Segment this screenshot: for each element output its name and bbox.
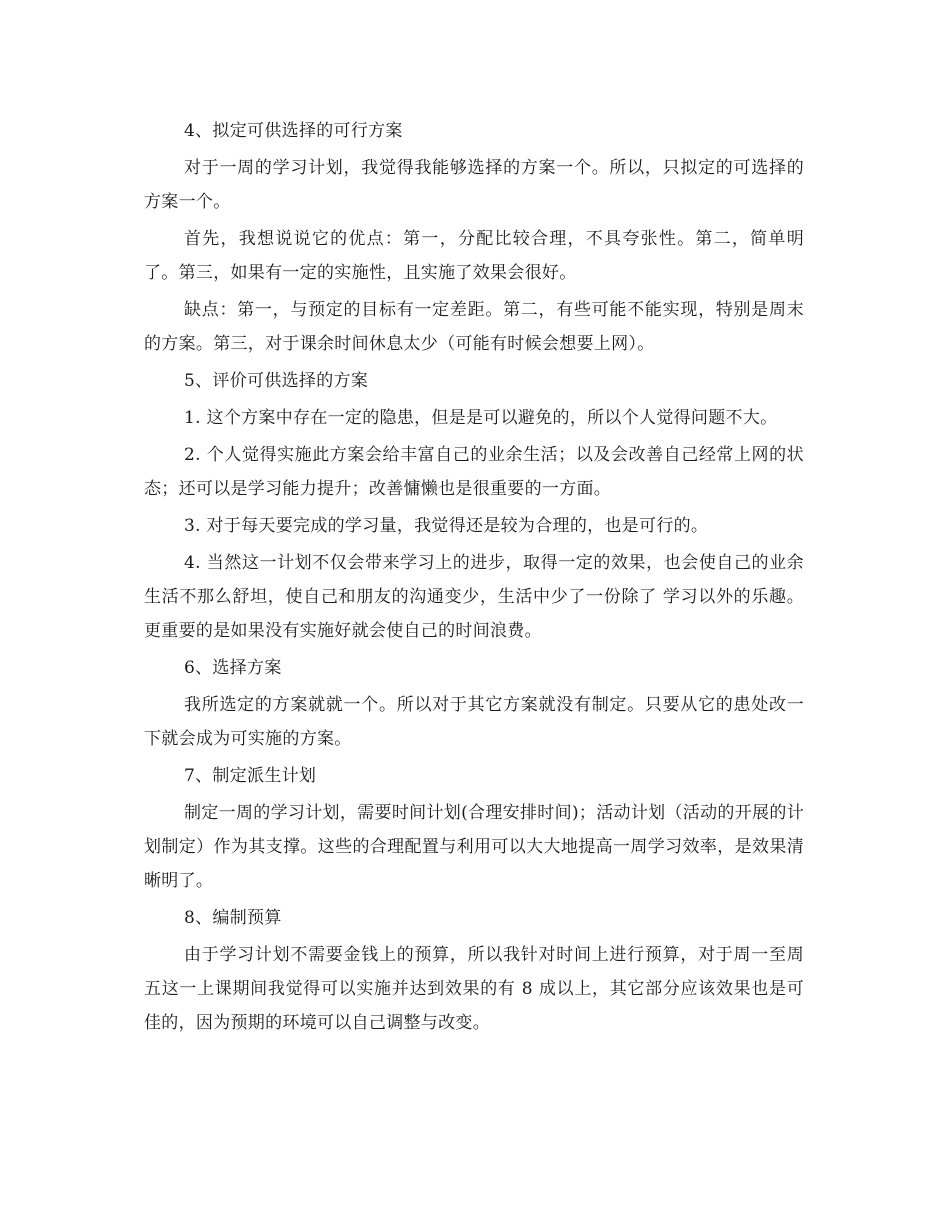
list-item: 1. 这个方案中存在一定的隐患，但是是可以避免的，所以个人觉得问题不大。	[184, 408, 778, 428]
section-heading-7: 7、制定派生计划	[184, 766, 317, 786]
paragraph: 首先，我想说说它的优点：第一，分配比较合理，不具夸张性。第二，简单明了。第三，如果有一定的实施性，且实施了效果会很好。	[144, 229, 804, 283]
paragraph: 缺点：第一，与预定的目标有一定差距。第二，有些可能不能实现，特别是周末的方案。第三，对于课余时间休息太少（可能有时候会想要上网）。	[144, 300, 804, 354]
paragraph: 对于一周的学习计划，我觉得我能够选择的方案一个。所以，只拟定的可选择的方案一个。	[144, 158, 804, 212]
paragraph: 由于学习计划不需要金钱上的预算，所以我针对时间上进行预算，对于周一至周五这一上课期间我觉得可以实施并达到效果的有 8 成以上，其它部分应该效果也是可佳的，因为预期的环境可以自己调整与改变。	[144, 945, 804, 1033]
section-heading-6: 6、选择方案	[184, 658, 282, 678]
list-item: 4. 当然这一计划不仅会带来学习上的进步，取得一定的效果，也会使自己的业余生活不那么舒坦，使自己和朋友的沟通变少，生活中少了一份除了 学习以外的乐趣。更重要的是如果没有实施好就会使自己的时间浪费。	[144, 553, 804, 641]
paragraph: 我所选定的方案就就一个。所以对于其它方案就没有制定。只要从它的患处改一下就会成为可实施的方案。	[144, 695, 804, 749]
list-item: 2. 个人觉得实施此方案会给丰富自己的业余生活；以及会改善自己经常上网的状态；还可以是学习能力提升；改善慵懒也是很重要的一方面。	[144, 445, 804, 499]
list-item: 3. 对于每天要完成的学习量，我觉得还是较为合理的，也是可行的。	[184, 516, 709, 536]
paragraph: 制定一周的学习计划，需要时间计划(合理安排时间)；活动计划（活动的开展的计划制定）作为其支撑。这些的合理配置与利用可以大大地提高一周学习效率，是效果清晰明了。	[144, 803, 804, 891]
section-heading-4: 4、拟定可供选择的可行方案	[184, 121, 403, 141]
document-body	[144, 114, 804, 1040]
section-heading-8: 8、编制预算	[184, 908, 282, 928]
section-heading-5: 5、评价可供选择的方案	[184, 371, 369, 391]
